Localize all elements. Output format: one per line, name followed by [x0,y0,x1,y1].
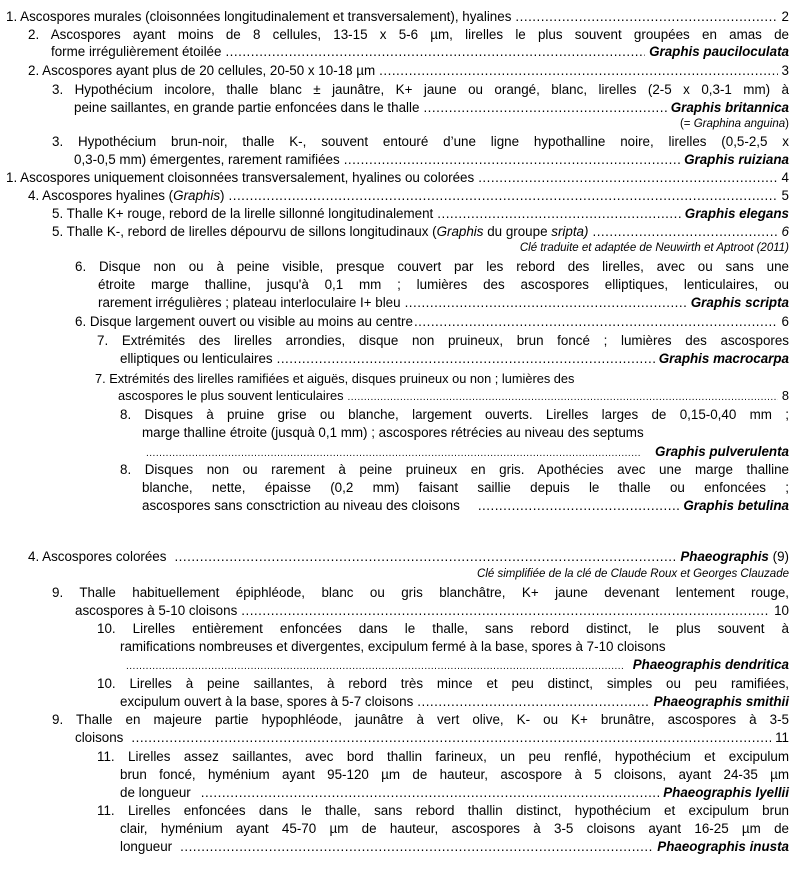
couplet-text: ascospores le plus souvent lenticulaires [118,388,344,403]
couplet-text: du groupe [483,224,552,239]
couplet-text: Lirelles assez saillantes, avec bord thallin farineux, un peu renflé, hypothécium et excipulum [128,749,789,764]
couplet-6a-line2: étroite marge thalline, jusqu'à 0,1 mm ; lumières des ascospores elliptiques, lenticulaires, ou [98,277,789,292]
couplet-9b-line2 [75,729,789,746]
couplet-8b-line1 [120,461,789,478]
couplet-text: Extrémités des lirelles arrondies, disque non pruineux, brun foncé ; lumières des ascospores [121,333,789,348]
genus-name: Graphis [436,224,484,239]
couplet-text: Thalle habituellement épiphléode, blanc ou gris blanchâtre, K+ jaune devenant lentement rouge, [79,585,789,600]
couplet-text: Lirelles entièrement enfoncées dans le thalle, sans rebord distinct, le plus souvent à [132,621,789,636]
couplet-text: Ascospores uniquement cloisonnées transversalement, hyalines ou colorées [20,170,475,185]
species-name: Graphis scripta [690,295,789,310]
couplet-number: 3. [52,134,64,149]
leader-dots [592,223,777,240]
couplet-number: 10. [97,621,116,636]
couplet-text: Disque non ou à peine visible, presque couvert par les rebord des lirelles, avec ou sans une [99,259,789,274]
couplet-text: Lirelles à peine saillantes, à rebord très mince et peu distinct, simples ou peu ramifiées, [129,676,789,691]
couplet-text: Ascospores murales (cloisonnées longitudinalement et transversalement), hyalines [20,9,512,24]
leader-dots [180,838,653,855]
couplet-number: 7. [95,371,106,386]
couplet-text: Hypothécium incolore, thalle blanc ± jaunâtre, K+ jaune ou orangé, blanc, lirelles (2-5 x 0,3-1 mm) à [74,82,789,97]
couplet-text: 0,3-0,5 mm) émergentes, rarement ramifiées [74,152,340,167]
couplet-8b-line2: blanche, nette, épaisse (0,2 mm) faisant saillie depuis le thalle ou enfoncées ; [142,480,789,495]
couplet-number: 5. [52,224,64,239]
couplet-2a-line1 [28,26,789,43]
source-note-roux-clauzade: Clé simplifiée de la clé de Claude Roux et Georges Clauzade [477,568,789,580]
couplet-11a-line2: brun foncé, hyménium ayant 95-120 µm de hauteur, ascospore à 5 cloisons, ayant 24-35 µm [120,767,789,782]
couplet-6a-line1 [75,258,789,275]
synonym-prefix: (= [679,118,694,130]
leader-dots [146,445,641,462]
genus-name: Phaeographis [680,549,769,564]
group-name: sripta) [551,224,589,239]
couplet-text: de longueur [120,785,191,800]
leader-dots [379,62,777,79]
leader-dots [478,169,777,186]
couplet-text: Extrémités des lirelles ramifiées et aiguës, disques pruineux ou non ; lumières des [109,371,575,386]
leader-dots [277,350,655,367]
couplet-9b-line1 [52,711,789,728]
couplet-3a-line2 [74,99,789,116]
leader-dots [131,729,771,746]
couplet-text: Lirelles enfoncées dans le thalle, sans rebord thallin distinct, hypothécium et excipulum brun [127,803,789,818]
couplet-3b-line1 [52,133,789,150]
leader-dots [201,784,659,801]
couplet-number: 4. [28,188,40,203]
leader-dots [126,658,623,675]
couplet-text: peine saillantes, en grande partie enfoncées dans le thalle [74,100,420,115]
genus-name: Graphis [173,188,221,203]
couplet-text: Disque largement ouvert ou visible au moins au centre [89,314,413,329]
couplet-3a-line1 [52,81,789,98]
couplet-text: Ascospores colorées [42,549,167,564]
couplet-text: elliptiques ou lenticulaires [120,351,273,366]
species-name: Graphis betulina [683,498,789,513]
couplet-number: 11. [97,749,115,764]
couplet-text: ) [220,188,225,203]
leader-dots [344,151,680,168]
couplet-10b-line2 [120,693,789,710]
leader-dots [437,205,681,222]
couplet-number: 6. [75,259,87,274]
couplet-3b-line2 [74,151,789,168]
couplet-text: Hypothécium brun-noir, thalle K-, souvent entouré d’une ligne hypothalline noire, lirelles (0,5-2,5 x [78,134,789,149]
synonym-note [500,116,789,133]
couplet-target: 10 [774,603,789,618]
species-name: Phaeographis smithii [653,694,789,709]
couplet-target: (9) [772,549,789,564]
couplet-10a-line1 [97,620,789,637]
couplet-text: cloisons [75,730,124,745]
couplet-10b-line1 [97,675,789,692]
leader-dots [478,497,680,514]
couplet-7b-line2 [118,387,789,404]
couplet-5a [52,205,789,222]
species-name: Phaeographis dendritica [632,657,789,672]
leader-dots [241,602,770,619]
couplet-2b [28,62,789,79]
couplet-number: 1. [6,170,18,185]
couplet-7a-line2 [120,350,789,367]
couplet-11a-line1 [97,748,789,765]
couplet-text: rarement irrégulières ; plateau interloculaire I+ bleu [98,295,401,310]
couplet-target: 4 [781,170,789,185]
couplet-target: 3 [781,63,789,78]
leader-dots [225,43,645,60]
couplet-number: 4. [28,549,40,564]
couplet-8a-line3 [146,443,789,460]
species-name: Graphis pulverulenta [655,444,789,459]
couplet-9a-line2 [75,602,789,619]
leader-dots [515,8,777,25]
couplet-target: 5 [781,188,789,203]
couplet-4b [28,548,789,565]
couplet-10a-line2: ramifications nombreuses et divergentes, excipulum fermé à la base, spores à 7-10 cloisons [120,639,666,654]
couplet-7b-line1 [95,370,789,387]
species-name: Graphis britannica [670,100,789,115]
couplet-1b [6,169,789,186]
couplet-number: 10. [97,676,116,691]
couplet-8a-line1 [120,406,789,423]
couplet-number: 8. [120,462,132,477]
couplet-8b-line3 [142,497,789,514]
couplet-11b-line3 [120,838,789,855]
couplet-text: longueur [120,839,173,854]
couplet-number: 1. [6,9,18,24]
couplet-text: Disques à pruine grise ou blanche, largement ouverts. Lirelles larges de 0,15-0,40 mm ; [144,407,789,422]
leader-dots [348,389,778,406]
species-name: Graphis elegans [684,206,789,221]
couplet-number: 3. [52,82,64,97]
couplet-target: 6 [781,224,789,239]
couplet-number: 9. [52,712,64,727]
couplet-5b [52,223,789,240]
couplet-text: Thalle en majeure partie hypophléode, jaunâtre à vert olive, K- ou K+ brunâtre, ascospores à 3-5 [76,712,789,727]
couplet-6a-line3 [98,294,789,311]
couplet-number: 6. [75,314,87,329]
couplet-text: Ascospores ayant moins de 8 cellules, 13-15 x 5-6 µm, lirelles le plus souvent groupées en amas de [50,27,790,42]
couplet-number: 5. [52,206,64,221]
couplet-8a-line2: marge thalline étroite (jusquà 0,1 mm) ; ascospores rétrécies au niveau des septums [142,425,644,440]
couplet-text: Thalle K-, rebord de lirelles dépourvu de sillons longitudinaux ( [66,224,437,239]
couplet-target: 6 [781,314,789,329]
couplet-number: 8. [120,407,132,422]
species-name: Phaeographis lyellii [663,785,789,800]
couplet-text: Thalle K+ rouge, rebord de la lirelle sillonné longitudinalement [66,206,434,221]
couplet-target: 11 [775,730,789,745]
couplet-number: 2. [28,63,40,78]
couplet-11b-line2: clair, hyménium ayant 45-70 µm de hauteur, ascospores à 3-5 cloisons ayant 16-25 µm de [120,821,789,836]
couplet-text: ascospores sans consctriction au niveau des cloisons [142,498,460,513]
couplet-4a [28,187,789,204]
couplet-11a-line3 [120,784,789,801]
couplet-text: excipulum ouvert à la base, spores à 5-7 cloisons [120,694,414,709]
couplet-number: 9. [52,585,64,600]
synonym-name: Graphina anguina [693,118,786,130]
couplet-6b [75,313,789,330]
species-name: Graphis macrocarpa [658,351,789,366]
couplet-7a-line1 [97,332,789,349]
couplet-1a [6,8,789,25]
species-name: Graphis ruiziana [684,152,789,167]
couplet-number: 11. [97,803,115,818]
couplet-11b-line1 [97,802,789,819]
couplet-text: Ascospores ayant plus de 20 cellules, 20-50 x 10-18 µm [42,63,376,78]
couplet-number: 2. [28,27,40,42]
couplet-text: Ascospores hyalines ( [42,188,174,203]
couplet-2a-line2 [51,43,789,60]
couplet-text: forme irrégulièrement étoilée [51,44,222,59]
couplet-number: 7. [97,333,109,348]
leader-dots [229,187,778,204]
leader-dots [414,313,778,330]
leader-dots [417,693,649,710]
leader-dots [423,99,666,116]
couplet-text: Disques non ou rarement à peine pruineux en gris. Apothécies avec une marge thalline [144,462,789,477]
couplet-target: 8 [781,388,789,403]
couplet-9a-line1 [52,584,789,601]
leader-dots [174,548,676,565]
couplet-text: ascospores à 5-10 cloisons [75,603,238,618]
species-name: Phaeographis inusta [657,839,789,854]
source-note-neuwirth: Clé traduite et adaptée de Neuwirth et Aptroot (2011) [519,242,789,254]
species-name: Graphis pauciloculata [649,44,789,59]
synonym-suffix: ) [785,118,789,130]
couplet-10a-line3 [126,656,789,673]
leader-dots [405,294,687,311]
couplet-target: 2 [781,9,789,24]
